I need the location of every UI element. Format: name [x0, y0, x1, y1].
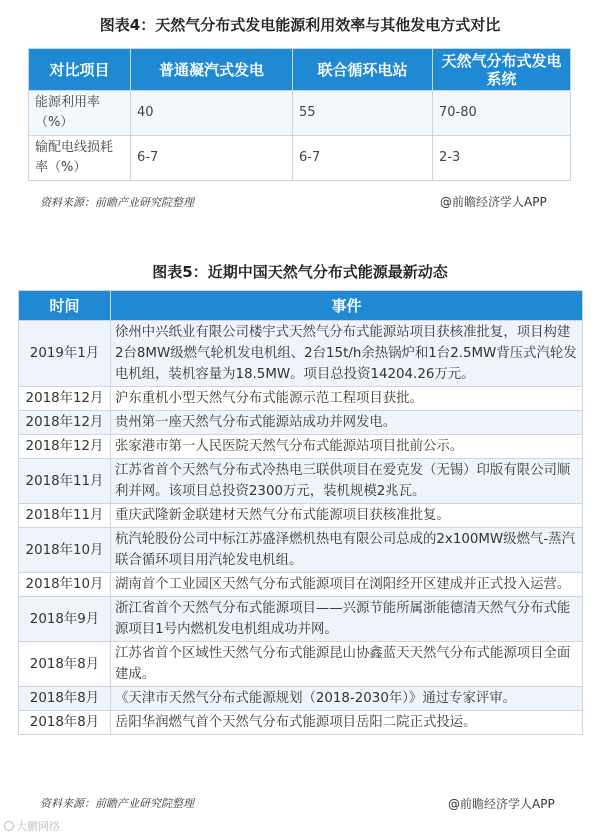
- event-date-cell: 2018年9月: [19, 597, 111, 642]
- efficiency-comparison-table: [28, 48, 571, 181]
- event-date-cell: 2018年8月: [19, 642, 111, 687]
- watermark-text: 大鹏网络: [16, 820, 60, 833]
- event-date-cell: 2018年12月: [19, 411, 111, 435]
- table-cell: 70-80: [433, 91, 571, 136]
- table-row: [19, 504, 583, 528]
- table2-brand: [448, 795, 555, 812]
- table-row: [19, 642, 583, 687]
- event-description-cell: 杭汽轮股份公司中标江苏盛泽燃机热电有限公司总成的2x100MW级燃气-蒸汽联合循环项目用汽轮发电机组。: [111, 528, 583, 573]
- table-row: [19, 435, 583, 459]
- table2-source: 资料来源：前瞻产业研究院整理: [40, 797, 194, 810]
- event-description-cell: 沪东重机小型天然气分布式能源示范工程项目获批。: [111, 387, 583, 411]
- table1-header-cell: 天然气分布式发电系统: [433, 49, 571, 91]
- event-date-cell: 2018年8月: [19, 711, 111, 735]
- event-description-cell: 浙江省首个天然气分布式能源项目——兴源节能所属浙能德清天然气分布式能源项目1号内燃机发电机组成功并网。: [111, 597, 583, 642]
- table1-title: 图表4：天然气分布式发电能源利用效率与其他发电方式对比: [99, 16, 501, 34]
- table-row: [19, 711, 583, 735]
- table-cell: 40: [131, 91, 293, 136]
- table-row: [19, 387, 583, 411]
- table1-header-row: [29, 49, 571, 91]
- table-row: [29, 136, 571, 181]
- event-date-cell: 2018年8月: [19, 687, 111, 711]
- brand-text: @前瞻经济学人APP: [440, 195, 547, 209]
- event-description-cell: 岳阳华润燃气首个天然气分布式能源项目岳阳二院正式投运。: [111, 711, 583, 735]
- table1-brand: [440, 193, 547, 210]
- event-date-cell: 2018年10月: [19, 573, 111, 597]
- table2-header-row: [19, 291, 583, 321]
- table1-header-cell: 普通凝汽式发电: [131, 49, 293, 91]
- event-description-cell: 江苏省首个天然气分布式冷热电三联供项目在爱克发（无锡）印版有限公司顺利并网。该项目总投资2300万元，装机规模2兆瓦。: [111, 459, 583, 504]
- table-cell: 能源利用率（%）: [29, 91, 131, 136]
- event-description-cell: 重庆武隆新金联建材天然气分布式能源项目获核准批复。: [111, 504, 583, 528]
- event-date-cell: 2018年11月: [19, 504, 111, 528]
- event-date-cell: 2018年10月: [19, 528, 111, 573]
- table1-header-cell: 联合循环电站: [293, 49, 433, 91]
- event-description-cell: 徐州中兴纸业有限公司楼宇式天然气分布式能源站项目获核准批复，项目构建2台8MW级燃气轮机发电机组、2台15t/h余热锅炉和1台2.5MW背压式汽轮发电机组，装机容量为18.5MW。项目总投资14204.26万元。: [111, 321, 583, 387]
- table2-header-cell: 事件: [111, 291, 583, 321]
- recent-developments-table: [18, 290, 583, 735]
- table2-header-cell: 时间: [19, 291, 111, 321]
- event-date-cell: 2019年1月: [19, 321, 111, 387]
- event-description-cell: 贵州第一座天然气分布式能源站成功并网发电。: [111, 411, 583, 435]
- watermark-icon: [4, 821, 14, 831]
- table-cell: 6-7: [293, 136, 433, 181]
- table1-source: 资料来源：前瞻产业研究院整理: [40, 196, 194, 209]
- event-date-cell: 2018年12月: [19, 387, 111, 411]
- table-row: [19, 687, 583, 711]
- table-row: [19, 321, 583, 387]
- table1-header-cell: 对比项目: [29, 49, 131, 91]
- table-cell: 2-3: [433, 136, 571, 181]
- table-row: [29, 91, 571, 136]
- watermark: [4, 818, 60, 834]
- table-cell: 输配电线损耗率（%）: [29, 136, 131, 181]
- table2-title: 图表5：近期中国天然气分布式能源最新动态: [152, 263, 448, 281]
- table-row: [19, 597, 583, 642]
- table-row: [19, 528, 583, 573]
- table-cell: 55: [293, 91, 433, 136]
- event-description-cell: 湖南首个工业园区天然气分布式能源项目在浏阳经开区建成并正式投入运营。: [111, 573, 583, 597]
- event-description-cell: 《天津市天然气分布式能源规划（2018-2030年）》通过专家评审。: [111, 687, 583, 711]
- brand-text: @前瞻经济学人APP: [448, 797, 555, 811]
- event-date-cell: 2018年12月: [19, 435, 111, 459]
- table-row: [19, 411, 583, 435]
- table-row: [19, 573, 583, 597]
- table-row: [19, 459, 583, 504]
- event-description-cell: 江苏省首个区域性天然气分布式能源昆山协鑫蓝天天然气分布式能源项目全面建成。: [111, 642, 583, 687]
- table-cell: 6-7: [131, 136, 293, 181]
- event-description-cell: 张家港市第一人民医院天然气分布式能源站项目批前公示。: [111, 435, 583, 459]
- event-date-cell: 2018年11月: [19, 459, 111, 504]
